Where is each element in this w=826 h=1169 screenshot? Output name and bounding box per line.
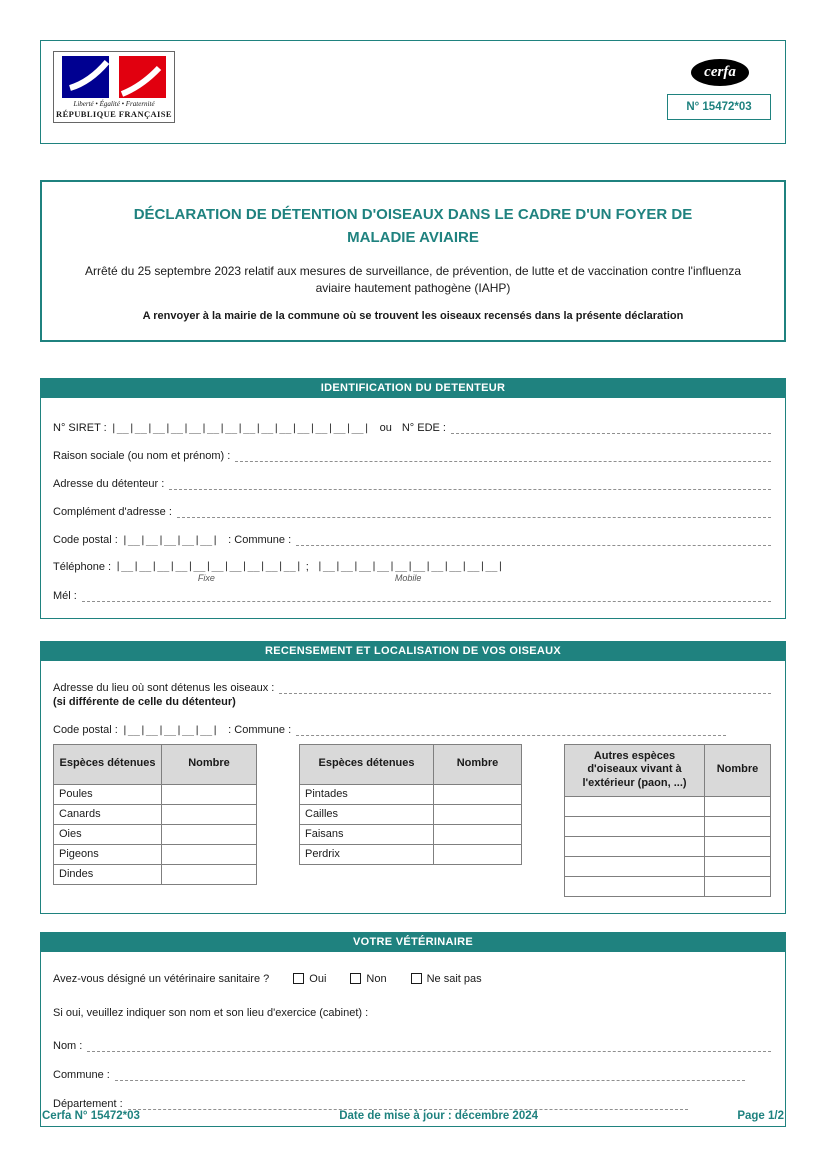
table-row — [565, 836, 771, 856]
adresse-oiseaux-label: Adresse du lieu où sont détenus les oiseaux : — [53, 681, 275, 694]
nombre-cell[interactable] — [705, 816, 771, 836]
section-identification — [40, 378, 786, 619]
code-postal-row — [53, 533, 771, 546]
nombre-cell[interactable] — [705, 836, 771, 856]
table-row — [54, 784, 257, 804]
table-row — [300, 804, 522, 824]
header-box — [40, 40, 786, 144]
species-cell: Dindes — [54, 864, 162, 884]
footer-cerfa-number: Cerfa N° 15472*03 — [42, 1110, 140, 1122]
section-veterinaire — [40, 932, 786, 1127]
table-row — [565, 856, 771, 876]
section-identification-title: IDENTIFICATION DU DETENTEUR — [41, 379, 785, 398]
telephone-fixe-boxes-field[interactable]: |__|__|__|__|__|__|__|__|__|__| — [115, 560, 302, 572]
vet-question-row — [53, 973, 771, 985]
species-table-1 — [53, 744, 257, 885]
footer-update-date: Date de mise à jour : décembre 2024 — [339, 1110, 539, 1122]
title-box — [40, 180, 786, 342]
table1-header-species: Espèces détenues — [54, 744, 162, 784]
species-cell: Oies — [54, 824, 162, 844]
table-row — [54, 844, 257, 864]
nombre-cell[interactable] — [705, 876, 771, 896]
table-row — [54, 824, 257, 844]
vet-nom-row — [53, 1039, 771, 1052]
oui-checkbox[interactable] — [293, 973, 304, 984]
nombre-cell[interactable] — [162, 844, 257, 864]
option-oui — [293, 973, 326, 985]
vet-departement-row — [53, 1097, 771, 1110]
table-row — [54, 864, 257, 884]
commune-oiseaux-input-line[interactable] — [296, 723, 726, 736]
logo-republic: RÉPUBLIQUE FRANÇAISE — [56, 109, 172, 119]
logo-motto: Liberté • Égalité • Fraternité — [73, 100, 155, 108]
code-postal-oiseaux-row — [53, 723, 771, 736]
adresse-oiseaux-input-line[interactable] — [279, 681, 771, 694]
nombre-cell[interactable] — [434, 784, 522, 804]
option-ne-sait-pas — [411, 973, 482, 985]
vet-instruction: Si oui, veuillez indiquer son nom et son lieu d'exercice (cabinet) : — [53, 1006, 369, 1019]
table-row — [300, 824, 522, 844]
vet-departement-input-line[interactable] — [128, 1097, 688, 1110]
vet-question-label: Avez-vous désigné un vétérinaire sanitaire ? — [53, 972, 270, 985]
ede-label: N° EDE : — [401, 421, 446, 434]
telephone-separator: ; — [305, 560, 309, 573]
nombre-cell[interactable] — [162, 784, 257, 804]
ne-sait-pas-label: Ne sait pas — [426, 972, 482, 985]
species-cell: Canards — [54, 804, 162, 824]
recensement-fields — [41, 661, 785, 736]
complement-adresse-row — [53, 505, 771, 518]
siret-label: N° SIRET : — [53, 421, 107, 434]
species-cell[interactable] — [565, 836, 705, 856]
species-cell[interactable] — [565, 856, 705, 876]
footer-page-number: Page 1/2 — [737, 1110, 784, 1122]
nombre-cell[interactable] — [162, 804, 257, 824]
vet-nom-label: Nom : — [53, 1039, 83, 1052]
adresse-oiseaux-row — [53, 681, 771, 694]
mel-row — [53, 589, 771, 602]
species-cell: Faisans — [300, 824, 434, 844]
commune-label: : Commune : — [228, 533, 292, 546]
table-row — [300, 784, 522, 804]
telephone-fixe-group — [111, 561, 302, 583]
telephone-mobile-boxes-field[interactable]: |__|__|__|__|__|__|__|__|__|__| — [316, 560, 504, 572]
table-row — [565, 876, 771, 896]
cerfa-logo-text: cerfa — [704, 64, 736, 80]
complement-adresse-input-line[interactable] — [177, 505, 771, 518]
table-row — [54, 804, 257, 824]
adresse-oiseaux-note: (si différente de celle du détenteur) — [53, 695, 236, 708]
page-footer — [42, 1110, 784, 1122]
species-cell: Pintades — [300, 784, 434, 804]
form-subtitle: Arrêté du 25 septembre 2023 relatif aux mesures de surveillance, de prévention, de lutte et de vaccination contre l'influenza aviaire hautement pathogène (IAHP) — [84, 264, 741, 296]
species-tables — [41, 736, 785, 913]
mobile-label: Mobile — [394, 572, 422, 583]
commune-input-line[interactable] — [296, 533, 771, 546]
section-recensement — [40, 641, 786, 914]
vet-departement-label: Département : — [53, 1097, 123, 1110]
table-row — [300, 844, 522, 864]
french-flag-icon — [62, 56, 166, 98]
adresse-detenteur-input-line[interactable] — [169, 477, 771, 490]
nombre-cell[interactable] — [705, 796, 771, 816]
mel-input-line[interactable] — [82, 589, 771, 602]
nombre-cell[interactable] — [434, 824, 522, 844]
fixe-label: Fixe — [197, 572, 215, 583]
raison-sociale-row — [53, 449, 771, 462]
table2-header-nombre: Nombre — [434, 744, 522, 784]
section-recensement-title: RECENSEMENT ET LOCALISATION DE VOS OISEAUX — [41, 642, 785, 661]
nombre-cell[interactable] — [162, 864, 257, 884]
table1-header-nombre: Nombre — [162, 744, 257, 784]
section-veterinaire-title: VOTRE VÉTÉRINAIRE — [41, 933, 785, 952]
species-cell: Poules — [54, 784, 162, 804]
table3-header-nombre: Nombre — [705, 744, 771, 796]
table-row — [565, 816, 771, 836]
species-cell[interactable] — [565, 796, 705, 816]
species-cell: Pigeons — [54, 844, 162, 864]
identification-fields — [41, 398, 785, 618]
ne-sait-pas-checkbox[interactable] — [411, 973, 422, 984]
vet-commune-input-line[interactable] — [115, 1068, 745, 1081]
code-postal-label: Code postal : — [53, 533, 118, 546]
code-postal-oiseaux-label: Code postal : — [53, 723, 118, 736]
vet-commune-row — [53, 1068, 771, 1081]
adresse-detenteur-label: Adresse du détenteur : — [53, 477, 165, 490]
ede-input-line[interactable] — [451, 421, 771, 434]
telephone-label: Téléphone : — [53, 560, 112, 573]
non-checkbox[interactable] — [350, 973, 361, 984]
commune-oiseaux-label: : Commune : — [228, 723, 292, 736]
siret-row — [53, 421, 771, 434]
raison-sociale-label: Raison sociale (ou nom et prénom) : — [53, 449, 231, 462]
code-postal-boxes-field[interactable]: |__|__|__|__|__| — [121, 534, 219, 546]
form-number: N° 15472*03 — [667, 94, 771, 120]
telephone-row — [53, 561, 771, 583]
raison-sociale-input-line[interactable] — [235, 449, 771, 462]
form-title: DÉCLARATION DE DÉTENTION D'OISEAUX DANS LE CADRE D'UN FOYER DE MALADIE AVIAIRE — [133, 206, 693, 246]
cerfa-logo — [691, 59, 749, 86]
option-non — [350, 973, 386, 985]
siret-boxes-field[interactable]: |__|__|__|__|__|__|__|__|__|__|__|__|__|__| — [110, 422, 370, 434]
nombre-cell[interactable] — [162, 824, 257, 844]
vet-nom-input-line[interactable] — [87, 1039, 771, 1052]
species-cell: Perdrix — [300, 844, 434, 864]
adresse-detenteur-row — [53, 477, 771, 490]
species-table-2 — [299, 744, 522, 865]
code-postal-oiseaux-boxes-field[interactable]: |__|__|__|__|__| — [121, 724, 219, 736]
form-notice: A renvoyer à la mairie de la commune où se trouvent les oiseaux recensés dans la présente déclaration — [142, 309, 684, 322]
nombre-cell[interactable] — [434, 804, 522, 824]
table3-header-species: Autres espèces d'oiseaux vivant à l'extérieur (paon, ...) — [565, 744, 705, 796]
ou-label: ou — [379, 421, 392, 434]
oui-label: Oui — [309, 972, 327, 985]
header-right — [667, 59, 771, 120]
nombre-cell[interactable] — [705, 856, 771, 876]
telephone-mobile-group — [313, 561, 504, 583]
table2-header-species: Espèces détenues — [300, 744, 434, 784]
republique-francaise-logo — [53, 51, 175, 123]
species-table-3 — [564, 744, 771, 897]
vet-commune-label: Commune : — [53, 1068, 110, 1081]
species-cell[interactable] — [565, 816, 705, 836]
species-cell[interactable] — [565, 876, 705, 896]
species-cell: Cailles — [300, 804, 434, 824]
nombre-cell[interactable] — [434, 844, 522, 864]
non-label: Non — [366, 972, 387, 985]
veterinaire-fields — [41, 952, 785, 1126]
mel-label: Mél : — [53, 589, 77, 602]
complement-adresse-label: Complément d'adresse : — [53, 505, 172, 518]
table-row — [565, 796, 771, 816]
